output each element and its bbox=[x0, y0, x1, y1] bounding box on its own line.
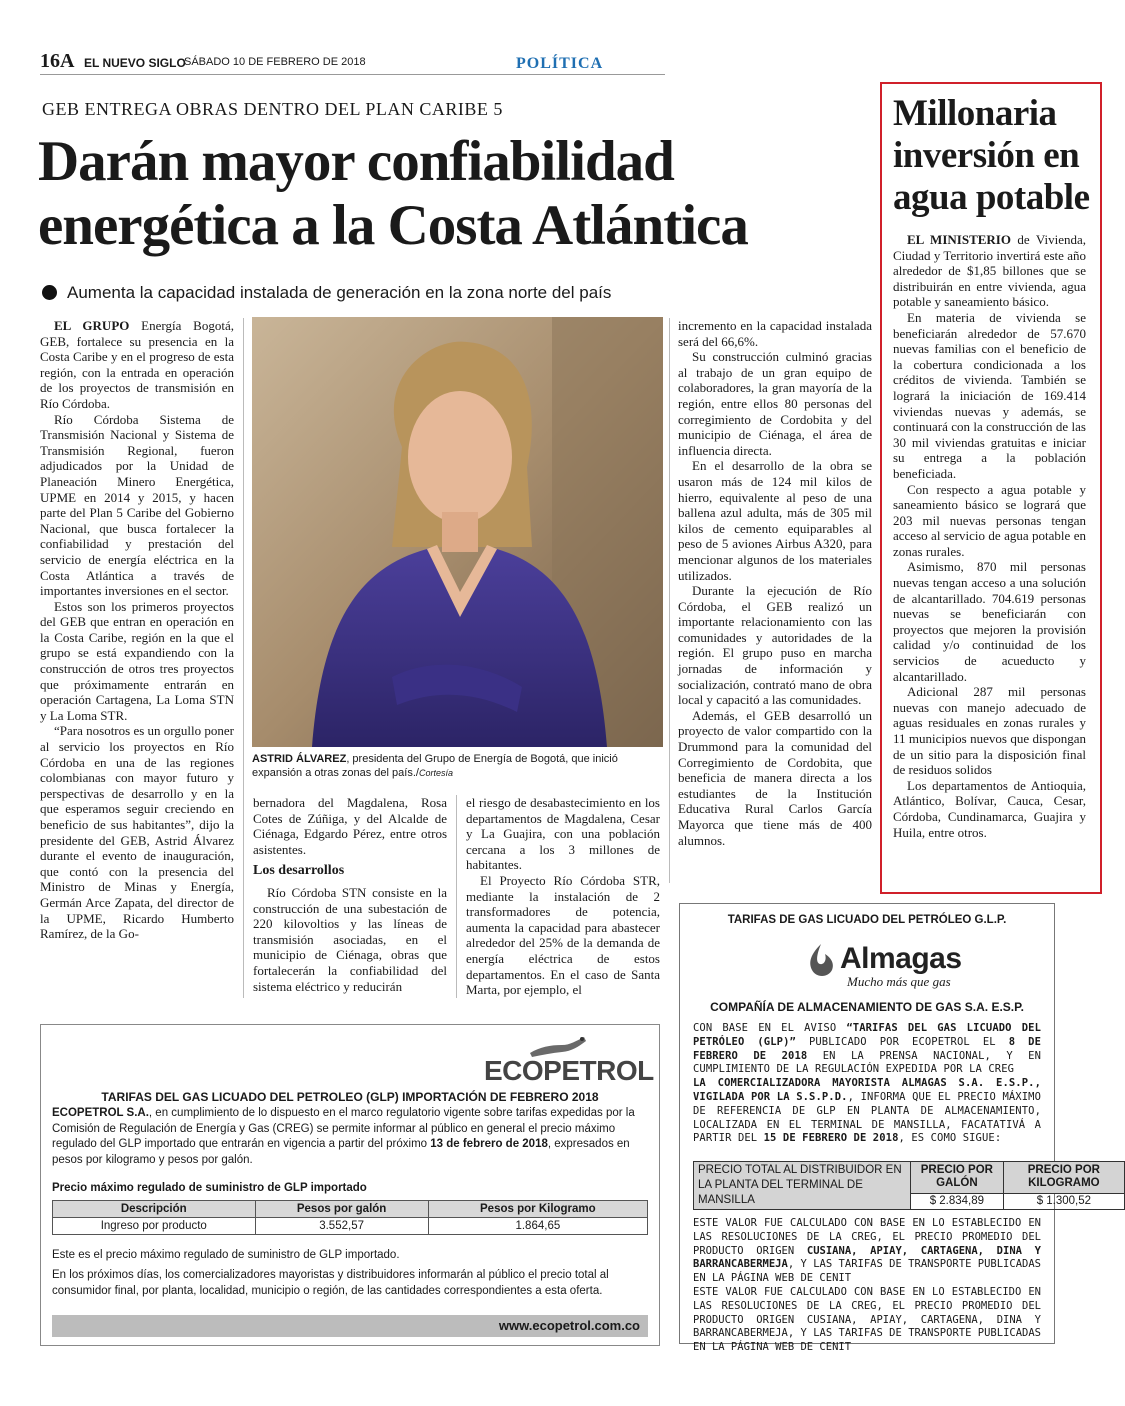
photo-caption bbox=[252, 752, 660, 780]
almagas-footnote bbox=[693, 1217, 1041, 1355]
sidebar-paragraph: Con respecto a agua potable y saneamiento básico se logrará que 203 mil nuevas personas tengan acceso al servicio de agua potable en zonas rurales. bbox=[893, 481, 1086, 559]
article-column-1 bbox=[40, 318, 234, 942]
column-rule bbox=[456, 795, 457, 998]
article-kicker: GEB ENTREGA OBRAS DENTRO DEL PLAN CARIBE 5 bbox=[42, 99, 503, 119]
article-paragraph: incremento en la capacidad instalada será del 66,6%. bbox=[678, 318, 872, 349]
paragraph-text: Energía Bogotá, GEB, fortalece su presencia en la Costa Caribe y en el progreso de esta región, con la entrada en operación de los proyectos de transmisión en Río Córdoba. bbox=[40, 318, 234, 411]
table-header: Pesos por galón bbox=[255, 1201, 428, 1218]
flame-logo-icon bbox=[806, 942, 836, 978]
table-label: PRECIO TOTAL AL DISTRIBUIDOR EN LA PLANTA DEL TERMINAL DE MANSILLA bbox=[694, 1162, 911, 1210]
almagas-company: COMPAÑÍA DE ALMACENAMIENTO DE GAS S.A. E.S.P. bbox=[710, 1000, 1024, 1014]
article-paragraph: Río Córdoba STN consiste en la construcción de una subestación de 220 kilovoltios y las líneas de transmisión asociadas, en el municipio de Ciénaga, obras que fortalecerán la confiabilidad del sistema eléctrico y reducirán bbox=[253, 884, 447, 994]
article-photo bbox=[252, 317, 663, 747]
body-bold: “TARIFAS DEL GAS LICUADO DEL PETRÓLEO (GLP)” bbox=[693, 1022, 1041, 1048]
article-paragraph bbox=[40, 318, 234, 412]
article-paragraph: “Para nosotros es un orgullo poner al servicio los proyectos en Río Córdoba en una de las regiones colombianas con mayor futuro y perspectivas de desarrollo y en la que esperamos seguir creciendo en beneficio de sus habitantes”, dijo la presidente del GEB, Astrid Álvarez durante el evento de inauguración, que contó con la presencia del Ministro de Minas y Energía, Germán Arce Zapata, del director de la UPME, Ricardo Humberto Ramírez, de la Go- bbox=[40, 723, 234, 942]
table-header: Descripción bbox=[53, 1201, 256, 1218]
page-number: 16A bbox=[40, 50, 75, 72]
body-text: , en cumplimiento de lo dispuesto en el marco regulatorio vigente sobre tarifas expedidas por la Comisión de Regulación de Energía y Gas (CREG) se permite informar al público en general el precio máximo regulado del GLP importado que entrarán en vigencia a partir del próximo bbox=[52, 1107, 635, 1150]
body-lead: ECOPETROL S.A. bbox=[52, 1107, 149, 1119]
caption-name: ASTRID ÁLVAREZ bbox=[252, 753, 347, 765]
body-text: EN LA PRENSA NACIONAL, Y EN CUMPLIMIENTO DE LA REGULACIÓN EXPEDIDA POR LA CREG bbox=[693, 1049, 1041, 1076]
body-text: , INFORMA QUE EL PRECIO MÁXIMO DE REFERENCIA DE GLP EN PLANTA DE ALMACENAMIENTO, LOCALIZADA EN EL TERMINAL DE MANSILLA, FACATATIVÁ A PARTIR DEL bbox=[693, 1090, 1041, 1145]
header-rule bbox=[40, 74, 665, 75]
almagas-price-table bbox=[693, 1161, 1125, 1210]
body-text: , expresados en pesos por kilogramo y pesos por galón. bbox=[52, 1138, 630, 1166]
article-column-2 bbox=[253, 795, 447, 994]
portrait-illustration bbox=[252, 317, 663, 747]
table-header: Pesos por Kilogramo bbox=[428, 1201, 647, 1218]
bullet-icon bbox=[42, 285, 57, 300]
body-text: , Y LAS TARIFAS DE TRANSPORTE PUBLICADAS EN LA PÁGINA WEB DE CENIT bbox=[693, 1258, 1041, 1285]
ecopetrol-url: www.ecopetrol.com.co bbox=[52, 1315, 648, 1337]
caption-credit: Cortesía bbox=[418, 768, 453, 778]
article-paragraph: Río Córdoba Sistema de Transmisión Nacional y Sistema de Transmisión Regional, fueron adjudicados por la Unidad de Planeación Minero Energética, UPME en 2014 y 2015, y hacen parte del Plan 5 Caribe del Gobierno Nacional, que busca fortalecer la confiabilidad y prestación del servicio de energía eléctrica en la Costa Atlántica a través de importantes inversiones en el sector. bbox=[40, 411, 234, 599]
subhead-text: Aumenta la capacidad instalada de generación en la zona norte del país bbox=[67, 283, 612, 302]
sidebar-paragraph bbox=[893, 232, 1086, 310]
body-bold: 15 DE FEBRERO DE 2018 bbox=[763, 1132, 899, 1145]
article-column-3 bbox=[466, 795, 660, 998]
table-cell: $ 1.300,52 bbox=[1003, 1193, 1124, 1209]
body-text: PUBLICADO POR ECOPETROL EL bbox=[795, 1035, 1009, 1048]
article-headline: Darán mayor confiabilidad energética a la Costa Atlántica bbox=[38, 130, 748, 257]
article-paragraph: Durante la ejecución de Río Córdoba, el GEB realizó un importante relacionamiento con las comunidades y autoridades de la región. El grupo puso en marcha jornadas de información y socialización, contrató mano de obra local y capacitó a las comunidades. bbox=[678, 583, 872, 708]
article-paragraph: En el desarrollo de la obra se usaron más de 124 mil kilos de hierro, equivalente al peso de una ballena azul adulta, más de 305 mil kilos de cemento equiparables al peso de 5 aviones Airbus A320, para mencionar algunos de los materiales utilizados. bbox=[678, 458, 872, 583]
sidebar-paragraph: En materia de vivienda se beneficiarán alrededor de 57.670 nuevas familias con el beneficio de la cobertura condicionada a los créditos de vivienda. También se logrará la iniciación de 169.414 viviendas nuevas y además, se continuará con la construcción de las 30 mil viviendas gratuitas e iniciar su entrega a la población beneficiada. bbox=[893, 309, 1086, 481]
almagas-body bbox=[693, 1022, 1041, 1146]
column-rule bbox=[669, 318, 670, 883]
column-rule bbox=[243, 318, 244, 998]
body-text: , ES COMO SIGUE: bbox=[898, 1132, 1002, 1145]
table-header: PRECIO POR GALÓN bbox=[911, 1162, 1004, 1194]
sidebar-title: Millonaria inversión en agua potable bbox=[893, 93, 1090, 218]
sidebar-paragraph: Los departamentos de Antioquia, Atlántico, Bolívar, Cauca, Cesar, Córdoba, Cundinamarca, Guajira y Huila, entre otros. bbox=[893, 777, 1086, 840]
almagas-paragraph: ESTE VALOR FUE CALCULADO CON BASE EN LO ESTABLECIDO EN LAS RESOLUCIONES DE LA CREG, EL PRECIO PROMEDIO DEL PRODUCTO ORIGEN CUSIANA, APIAY, CARTAGENA, DINA Y BARRANCABERMEJA, Y LAS TARIFAS DE TRANSPORTE PUBLICADAS EN LA PÁGINA WEB DE CENIT bbox=[693, 1285, 1041, 1354]
almagas-title: TARIFAS DE GAS LICUADO DEL PETRÓLEO G.L.P. bbox=[727, 914, 1007, 926]
article-column-4 bbox=[678, 318, 872, 848]
table-cell: 1.864,65 bbox=[428, 1218, 647, 1235]
article-subhead bbox=[42, 283, 611, 303]
ecopetrol-note: En los próximos días, los comercializadores mayoristas y distribuidores informarán al público el precio total al consumidor final, por planta, localidad, municipio o región, de las cantidades correspondientes a esta oferta. bbox=[52, 1269, 609, 1297]
body-bold: LA COMERCIALIZADORA MAYORISTA ALMAGAS S.A. E.S.P., VIGILADA POR LA S.S.P.D. bbox=[693, 1077, 1041, 1103]
ecopetrol-logo: ECOPETROL bbox=[484, 1055, 654, 1086]
almagas-paragraph bbox=[693, 1077, 1041, 1146]
caption-text: , presidenta del Grupo de Energía de Bogotá, que inició expansión a otras zonas del país./ bbox=[252, 753, 618, 779]
ecopetrol-table-title: Precio máximo regulado de suministro de GLP importado bbox=[52, 1182, 367, 1194]
sidebar-paragraph: Asimismo, 870 mil personas nuevas tengan acceso a una solución de alcantarillado. 704.619 personas nuevas se beneficiarán con proyectos que mejoren la provisión calidad y/o continuidad de los servicios de acueducto y alcantarillado. bbox=[893, 559, 1086, 684]
body-date: 13 de febrero de 2018 bbox=[430, 1138, 548, 1150]
ecopetrol-note: Este es el precio máximo regulado de suministro de GLP importado. bbox=[52, 1249, 400, 1261]
sidebar-body bbox=[893, 232, 1086, 840]
lead-in: EL MINISTERIO bbox=[907, 232, 1011, 247]
table-cell: Ingreso por producto bbox=[53, 1218, 256, 1235]
body-text: ESTE VALOR FUE CALCULADO CON BASE EN LO ESTABLECIDO EN LAS RESOLUCIONES DE LA CREG, EL PRECIO PROMEDIO DEL PRODUCTO ORIGEN bbox=[693, 1217, 1041, 1257]
article-paragraph: El Proyecto Río Córdoba STR, mediante la instalación de 2 transformadores de potencia, aumenta la capacidad para abastecer alrededor del 25% de la demanda de energía eléctrica de estos departamentos. En el caso de Santa Marta, por ejemplo, el bbox=[466, 872, 660, 998]
article-paragraph: Estos son los primeros proyectos del GEB que entran en operación en la Costa Caribe, región en la que el grupo se está expandiendo con la construcción de otros tres proyectos que próximamente entrarán en operación Cartagena, La Loma STN y La Loma STR. bbox=[40, 598, 234, 723]
sidebar-paragraph: Adicional 287 mil personas nuevas con manejo adecuado de aguas residuales en zonas rurales y 11 municipios nuevos que dispongan de un sitio para la disposición final de residuos solidos bbox=[893, 684, 1086, 778]
almagas-paragraph bbox=[693, 1217, 1041, 1286]
newspaper-name: EL NUEVO SIGLO bbox=[84, 56, 186, 70]
table-header: PRECIO POR KILOGRAMO bbox=[1003, 1162, 1124, 1194]
ecopetrol-body bbox=[52, 1106, 648, 1168]
ecopetrol-title: TARIFAS DEL GAS LICUADO DEL PETROLEO (GLP) IMPORTACIÓN DE FEBRERO 2018 bbox=[101, 1090, 599, 1104]
table-cell: 3.552,57 bbox=[255, 1218, 428, 1235]
body-text: CON BASE EN EL AVISO bbox=[693, 1022, 847, 1034]
table-row bbox=[53, 1218, 648, 1235]
article-paragraph: Su construcción culminó gracias al trabajo de un gran equipo de colaboradores, la gran mayoría de la región, entre ellos 80 personas del corregimiento de Cordobita y del municipio de Ciénaga, el área de influencia directa. bbox=[678, 349, 872, 458]
body-bold: 8 DE FEBRERO DE 2018 bbox=[693, 1035, 1042, 1062]
ecopetrol-price-table bbox=[52, 1200, 648, 1235]
table-cell: $ 2.834,89 bbox=[911, 1193, 1004, 1209]
almagas-slogan: Mucho más que gas bbox=[847, 974, 951, 989]
article-paragraph: bernadora del Magdalena, Rosa Cotes de Zúñiga, y del Alcalde de Ciénaga, Edgardo Pérez, entre otros asistentes. bbox=[253, 795, 447, 857]
article-paragraph: Además, el GEB desarrolló un proyecto de valor compartido con la Drummond para la comunidad del Corregimiento de Cordobita, que beneficia de manera directa a los estudiantes de la Institución Educativa Rural Carlos García Mayorca que tiene más de 400 alumnos. bbox=[678, 707, 872, 848]
article-paragraph: el riesgo de desabastecimiento en los departamentos de Magdalena, Cesar y La Guajira, con una población cercana a los 3 millones de habitantes. bbox=[466, 795, 660, 873]
body-bold: CUSIANA, APIAY, CARTAGENA, DINA Y BARRANCABERMEJA bbox=[693, 1244, 1041, 1271]
lead-in: EL GRUPO bbox=[54, 318, 130, 333]
almagas-paragraph bbox=[693, 1022, 1041, 1077]
paragraph-text: de Vivienda, Ciudad y Territorio invertirá este año alrededor de $1,85 billones que se distribuirán en entre vivienda, agua potable y saneamiento básico. bbox=[893, 232, 1086, 310]
almagas-logo: Almagas bbox=[840, 942, 962, 975]
section-subtitle: Los desarrollos bbox=[253, 863, 345, 879]
section-name: POLÍTICA bbox=[516, 55, 604, 72]
issue-date: SÁBADO 10 DE FEBRERO DE 2018 bbox=[184, 56, 366, 68]
